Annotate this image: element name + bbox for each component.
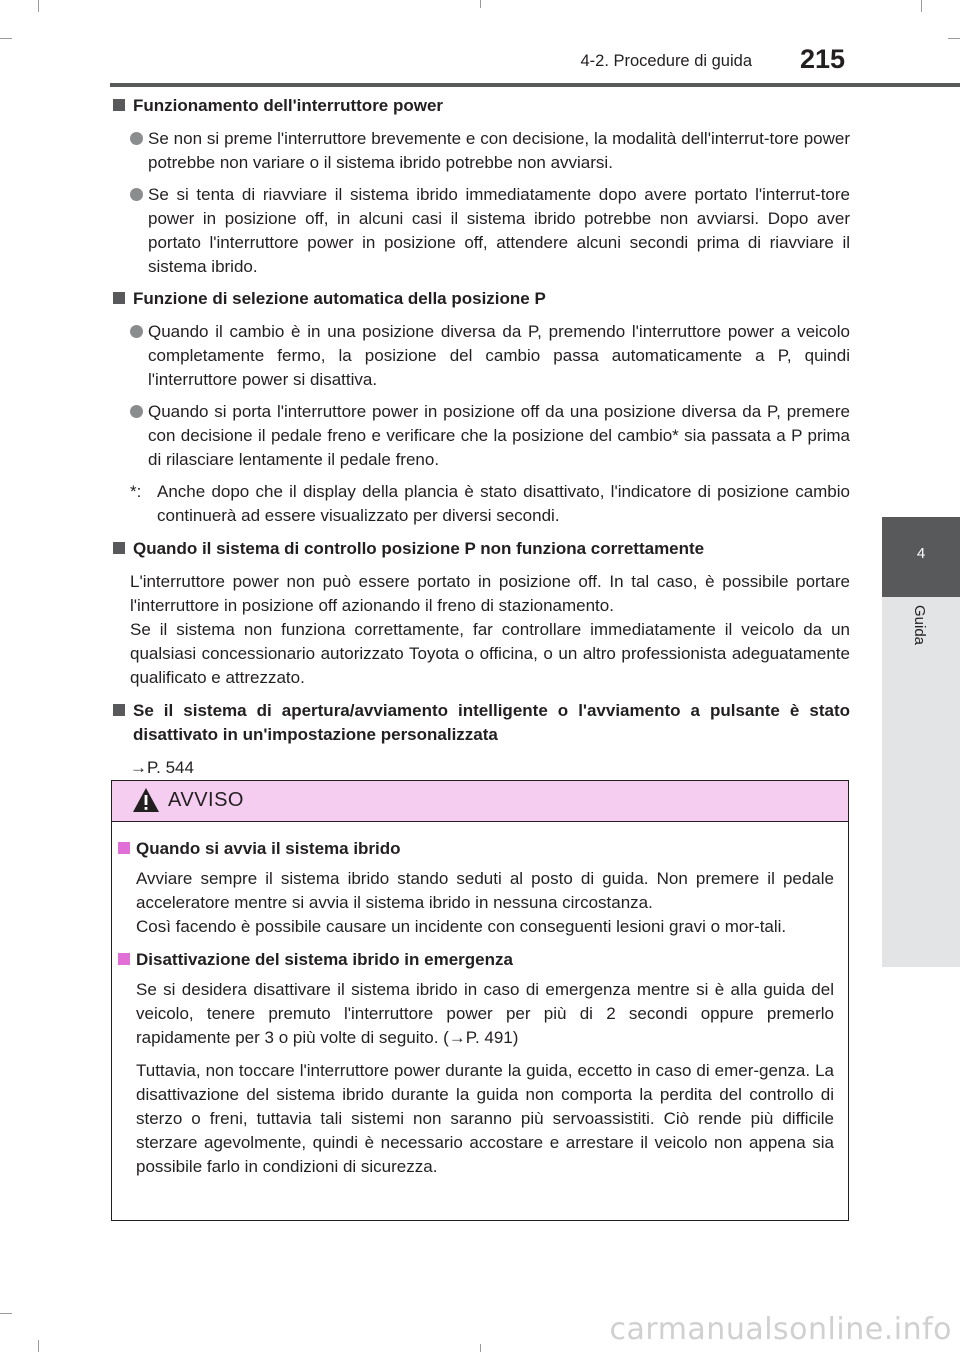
bullet-item (113, 183, 850, 279)
warning-paragraph (112, 867, 848, 915)
watermark: carmanualsonline.info (609, 1312, 952, 1347)
heading-text: Funzione di selezione automatica della posizione P (133, 289, 546, 308)
page-reference-text: P. 544 (147, 758, 194, 777)
heading-text: Se il sistema di apertura/avviamento intelligente o l'avviamento a pulsante è stato disattivato in un'impostazione personalizzata (133, 701, 850, 744)
warning-subheading (112, 948, 848, 972)
paragraph-text: Se il sistema non funziona correttamente, far controllare immediatamente il veicolo da un qualsiasi concessionario autorizzato Toyota o officina, o un altro professionista adeguatamente qualificato e attrezzato. (130, 620, 850, 687)
crop-mark (0, 38, 12, 39)
bullet-item (113, 400, 850, 472)
square-bullet-icon (113, 704, 125, 716)
arrow-right-icon: → (130, 758, 147, 777)
footnote-mark: *: (130, 482, 142, 501)
warning-text: Avviare sempre il sistema ibrido stando seduti al posto di guida. Non premere il pedale acceleratore mentre si avvia il sistema ibrido in nessuna circostanza. (136, 869, 834, 912)
bullet-item (113, 127, 850, 175)
warning-paragraph (112, 978, 848, 1050)
chapter-number: 4 (916, 545, 926, 562)
warning-text: Così facendo è possibile causare un incidente con conseguenti lesioni gravi o mor-tali. (136, 917, 787, 936)
bullet-text: Se non si preme l'interruttore brevemente e con decisione, la modalità dell'interrut-tore power potrebbe non variare o il sistema ibrido potrebbe non avviarsi. (148, 129, 850, 172)
crop-mark (38, 0, 39, 12)
warning-subheading-text: Disattivazione del sistema ibrido in emergenza (136, 950, 513, 969)
warning-body (112, 837, 848, 1188)
heading-text: Funzionamento dell'interruttore power (133, 96, 444, 115)
bullet-text: Quando il cambio è in una posizione diversa da P, premendo l'interruttore power a veicolo completamente fermo, la posizione del cambio passa automaticamente a P, quindi l'interruttore power si disattiva. (148, 322, 850, 389)
warning-header (112, 781, 848, 822)
chapter-label: Guida (911, 605, 928, 646)
warning-paragraph (112, 1059, 848, 1179)
paragraph-text: L'interruttore power non può essere portato in posizione off. In tal caso, è possibile portare l'interruttore in posizione off azionando il freno di stazionamento. (130, 572, 850, 615)
paragraph (113, 570, 850, 618)
section-heading (113, 287, 850, 311)
section-heading (113, 537, 850, 561)
warning-text: Se si desidera disattivare il sistema ibrido in caso di emergenza mentre si è alla guida del veicolo, tenere premuto l'interruttore power per più di 2 secondi oppure premerlo rapidamente per 3 o più volte di seguito. (→P. 491) (136, 980, 834, 1047)
warning-triangle-icon (132, 787, 160, 813)
square-bullet-icon (113, 542, 125, 554)
square-bullet-icon (113, 292, 125, 304)
footnote-text: Anche dopo che il display della plancia è stato disattivato, l'indicatore di posizione cambio continuerà ad essere visualizzato per diversi secondi. (157, 482, 850, 525)
square-bullet-icon (118, 953, 130, 965)
chapter-tab (882, 517, 960, 597)
chapter-label-wrap (908, 605, 928, 665)
circle-bullet-icon (130, 188, 143, 201)
crop-mark (480, 0, 481, 8)
crop-mark (921, 0, 922, 12)
circle-bullet-icon (130, 132, 143, 145)
crop-mark (38, 1340, 39, 1352)
warning-paragraph (112, 915, 848, 939)
bullet-text: Se si tenta di riavviare il sistema ibrido immediatamente dopo avere portato l'interrut-tore power in posizione off, in alcuni casi il sistema ibrido potrebbe non avviarsi. Dopo aver portato l'interruttore power in posizione off, attendere alcuni secondi prima di riavviare il sistema ibrido. (148, 185, 850, 276)
crop-mark (948, 38, 960, 39)
page-reference[interactable] (113, 756, 850, 780)
bullet-item (113, 320, 850, 392)
page-number: 215 (800, 44, 846, 74)
square-bullet-icon (118, 842, 130, 854)
section-heading (113, 94, 850, 118)
square-bullet-icon (113, 99, 125, 111)
section-title: 4-2. Procedure di guida (580, 52, 752, 70)
warning-text: Tuttavia, non toccare l'interruttore power durante la guida, eccetto in caso di emer-genza. La disattivazione del sistema ibrido durante la guida non comporta la perdita del controllo di sterzo o freni, tuttavia tali sistemi non saranno più servoassistiti. Ciò rende più difficile sterzare agevolmente, quindi è necessario accostare e arrestare il veicolo non appena sia possibile farlo in condizioni di sicurezza. (136, 1061, 834, 1176)
footnote (113, 480, 850, 528)
crop-mark (480, 1344, 481, 1352)
header-rule (110, 83, 960, 87)
main-content (113, 94, 850, 780)
crop-mark (0, 1313, 12, 1314)
circle-bullet-icon (130, 325, 143, 338)
warning-subheading-text: Quando si avvia il sistema ibrido (136, 839, 401, 858)
warning-subheading (112, 837, 848, 861)
paragraph (113, 618, 850, 690)
bullet-text: Quando si porta l'interruttore power in posizione off da una posizione diversa da P, premere con decisione il pedale freno e verificare che la posizione del cambio* sia passata a P prima di rilasciare lentamente il pedale freno. (148, 402, 850, 469)
warning-label: AVVISO (168, 789, 244, 811)
section-heading (113, 699, 850, 747)
circle-bullet-icon (130, 405, 143, 418)
heading-text: Quando il sistema di controllo posizione P non funziona correttamente (133, 539, 705, 558)
warning-box (111, 780, 849, 1221)
